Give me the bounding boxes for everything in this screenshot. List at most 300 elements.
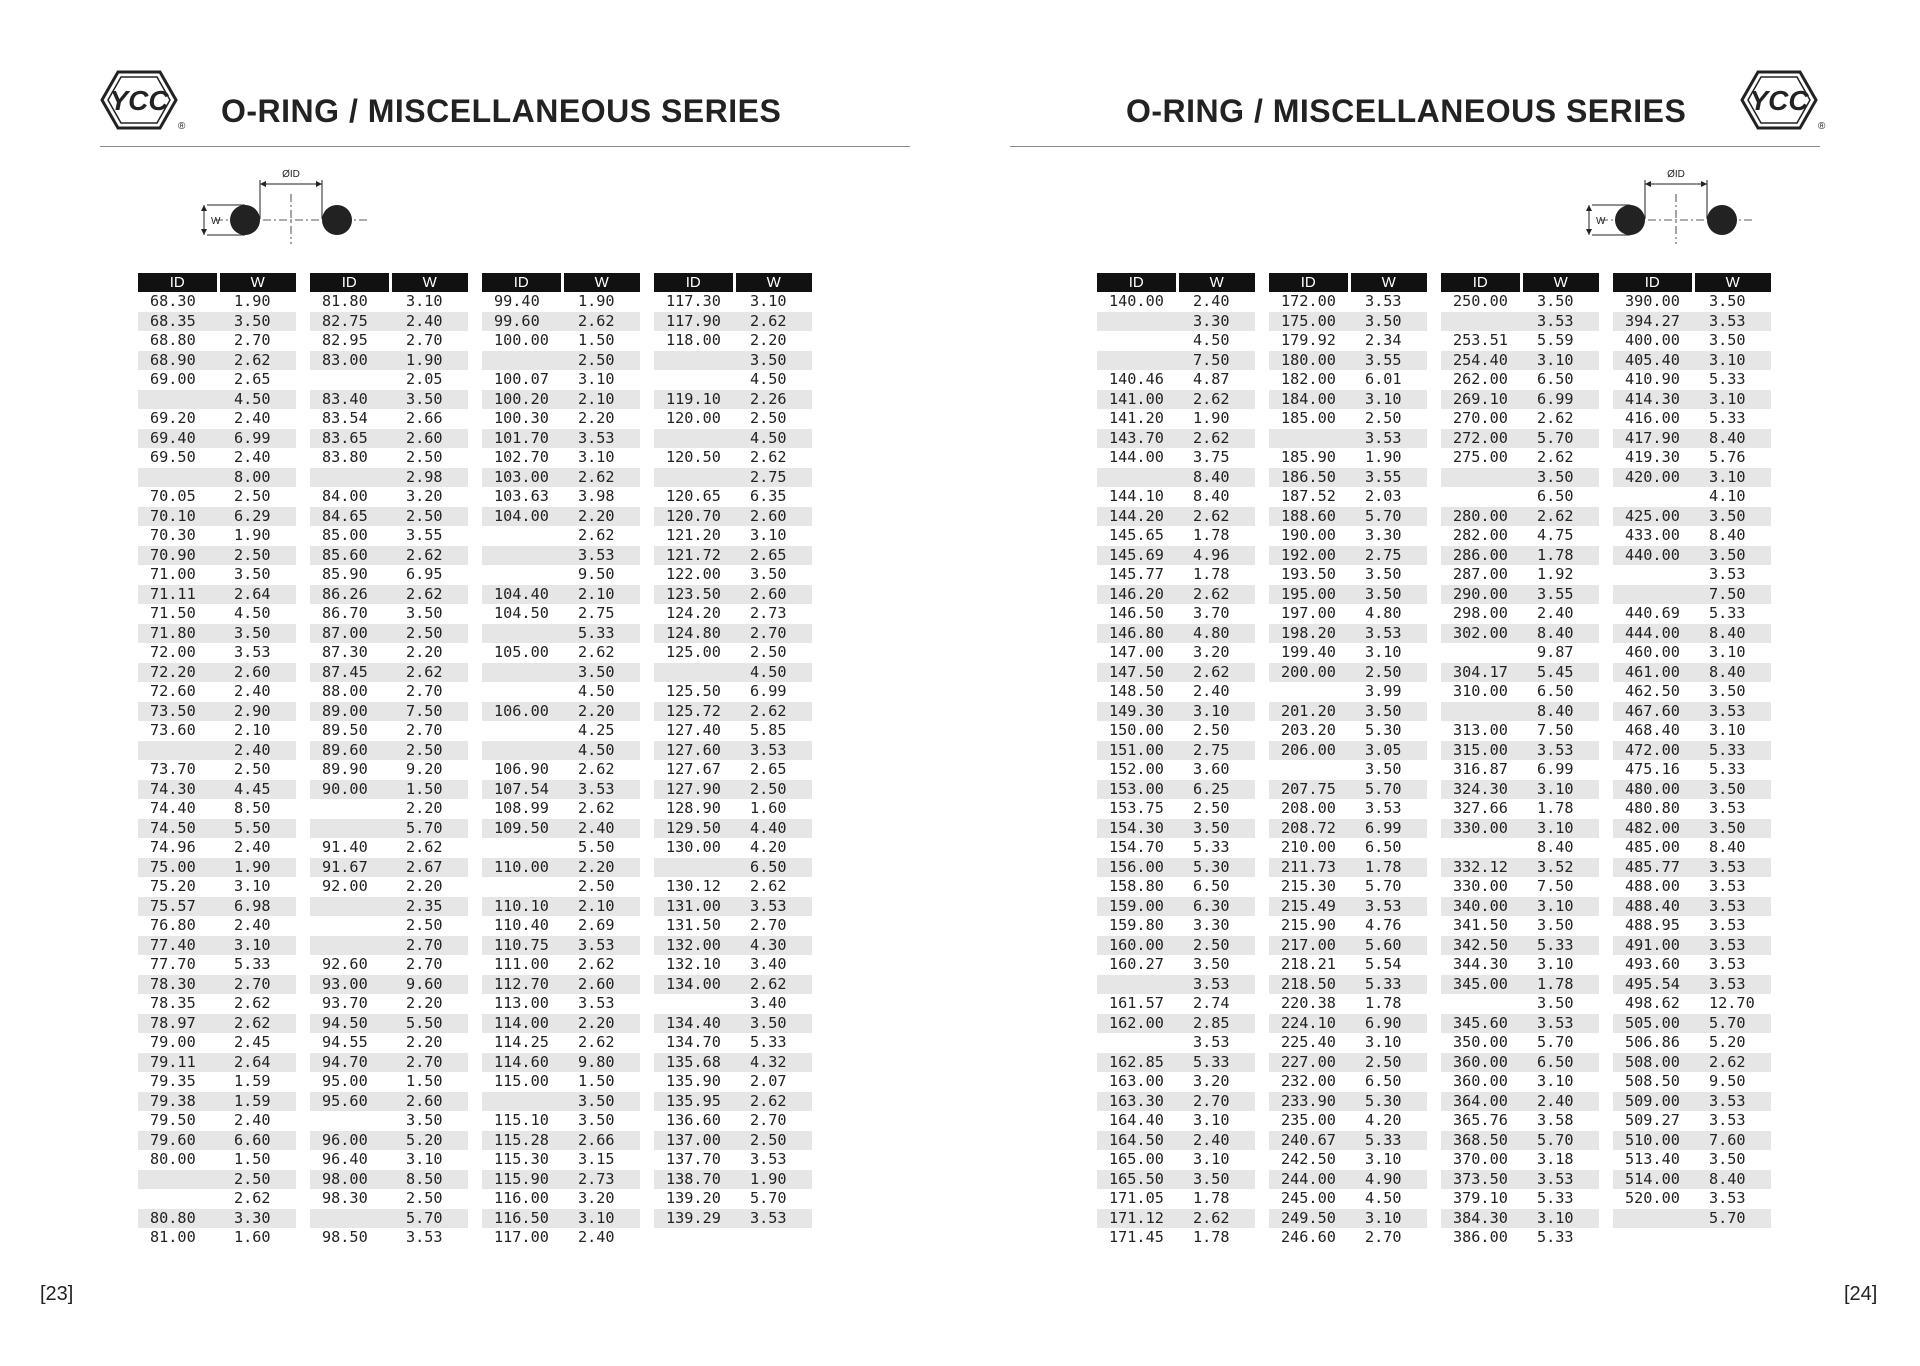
w-cell: 5.60	[1349, 936, 1427, 956]
w-cell: 3.50	[1521, 468, 1599, 488]
w-cell: 2.50	[218, 546, 296, 566]
id-cell: 135.68	[654, 1053, 734, 1073]
table-row	[1097, 351, 1255, 371]
w-cell: 3.50	[734, 351, 812, 371]
table-row	[1441, 994, 1599, 1014]
w-cell: 3.40	[750, 955, 787, 973]
w-cell: 9.50	[578, 565, 615, 583]
table-row	[310, 955, 468, 975]
table-row	[1269, 331, 1427, 351]
id-cell: 127.67	[666, 760, 721, 778]
id-cell: 156.00	[1097, 858, 1177, 878]
table-row	[1269, 916, 1427, 936]
w-cell: 3.50	[1537, 292, 1574, 310]
id-cell: 220.38	[1281, 994, 1336, 1012]
w-cell: 4.20	[750, 838, 787, 856]
id-cell: 81.80	[322, 292, 368, 310]
w-cell: 2.75	[1349, 546, 1427, 566]
table-row	[138, 1150, 296, 1170]
table-row	[138, 1014, 296, 1034]
w-cell: 3.53	[1709, 1111, 1746, 1129]
table-row	[1441, 604, 1599, 624]
table-row	[138, 331, 296, 351]
w-cell: 2.20	[562, 1014, 640, 1034]
table-row	[1613, 858, 1771, 878]
w-cell: 2.62	[1177, 1209, 1255, 1229]
table-row	[310, 565, 468, 585]
w-cell: 3.53	[1709, 877, 1746, 895]
id-cell	[1441, 643, 1521, 663]
table-row	[1269, 448, 1427, 468]
id-cell: 509.00	[1613, 1092, 1693, 1112]
w-cell: 8.40	[1521, 702, 1599, 722]
w-cell: 2.62	[1177, 585, 1255, 605]
id-cell: 70.05	[150, 487, 196, 505]
id-cell: 462.50	[1625, 682, 1680, 700]
w-cell: 3.10	[1349, 390, 1427, 410]
id-cell: 86.26	[310, 585, 390, 605]
id-cell	[1441, 312, 1521, 332]
table-row	[654, 1209, 812, 1229]
w-cell: 4.50	[1365, 1189, 1402, 1207]
w-cell: 6.25	[1177, 780, 1255, 800]
w-cell: 6.50	[1365, 838, 1402, 856]
table-row	[654, 1189, 812, 1209]
w-cell: 1.60	[750, 799, 787, 817]
table-row	[310, 682, 468, 702]
w-cell: 2.20	[406, 877, 443, 895]
table-row	[1269, 643, 1427, 663]
size-table	[138, 273, 296, 1248]
w-cell: 5.70	[1349, 780, 1427, 800]
w-cell: 3.53	[1521, 312, 1599, 332]
table-row	[1097, 448, 1255, 468]
w-cell: 2.62	[578, 955, 615, 973]
w-cell: 2.50	[1365, 409, 1402, 427]
table-row	[482, 643, 640, 663]
id-cell: 480.00	[1613, 780, 1693, 800]
table-row	[654, 624, 812, 644]
brand-text: YCC	[109, 85, 169, 116]
id-cell: 345.60	[1441, 1014, 1521, 1034]
size-table-column	[482, 273, 640, 1248]
w-cell: 5.33	[750, 1033, 787, 1051]
table-row	[482, 1228, 640, 1248]
table-row	[1097, 1209, 1255, 1229]
table-row	[1269, 1189, 1427, 1209]
table-row	[1441, 292, 1599, 312]
id-cell: 400.00	[1625, 331, 1680, 349]
w-cell: 3.50	[1349, 702, 1427, 722]
w-cell: 3.50	[218, 312, 296, 332]
w-cell: 4.10	[1709, 487, 1746, 505]
w-cell: 2.50	[406, 448, 443, 466]
id-cell: 201.20	[1269, 702, 1349, 722]
id-cell: 373.50	[1441, 1170, 1521, 1190]
w-cell: 2.35	[390, 897, 468, 917]
id-cell: 121.72	[654, 546, 734, 566]
table-row	[1613, 468, 1771, 488]
table-row	[310, 1189, 468, 1209]
id-cell: 350.00	[1453, 1033, 1508, 1051]
w-cell: 6.50	[1537, 370, 1574, 388]
id-cell: 460.00	[1625, 643, 1680, 661]
id-cell	[1097, 331, 1177, 351]
id-cell: 89.60	[310, 741, 390, 761]
table-row	[654, 936, 812, 956]
id-cell	[482, 877, 562, 897]
w-cell: 5.33	[1177, 1053, 1255, 1073]
id-cell: 90.00	[310, 780, 390, 800]
id-cell: 188.60	[1269, 507, 1349, 527]
id-cell: 110.40	[494, 916, 549, 934]
table-row	[1269, 390, 1427, 410]
table-row	[1441, 799, 1599, 819]
id-cell: 120.70	[654, 507, 734, 527]
id-cell: 91.67	[310, 858, 390, 878]
table-row	[1441, 721, 1599, 741]
w-cell: 3.50	[1365, 760, 1402, 778]
table-row	[138, 897, 296, 917]
w-cell: 2.45	[234, 1033, 271, 1051]
table-row	[1269, 468, 1427, 488]
w-cell: 2.90	[218, 702, 296, 722]
size-tables	[138, 273, 826, 1248]
table-row	[654, 390, 812, 410]
table-row	[1441, 487, 1599, 507]
id-cell: 302.00	[1441, 624, 1521, 644]
size-table-column	[1269, 273, 1427, 1248]
id-cell: 119.10	[654, 390, 734, 410]
table-row	[1097, 546, 1255, 566]
table-row	[1269, 741, 1427, 761]
table-row	[1097, 507, 1255, 527]
id-cell: 117.90	[654, 312, 734, 332]
w-cell: 8.40	[1177, 468, 1255, 488]
table-row	[1269, 702, 1427, 722]
w-cell: 9.87	[1537, 643, 1574, 661]
w-cell: 3.10	[1521, 897, 1599, 917]
svg-text:®: ®	[1818, 121, 1826, 132]
w-cell: 3.10	[1193, 1150, 1230, 1168]
table-row	[654, 858, 812, 878]
w-cell: 1.78	[1349, 858, 1427, 878]
w-cell: 3.58	[1537, 1111, 1574, 1129]
table-row	[138, 604, 296, 624]
table-row	[1613, 877, 1771, 897]
w-cell: 5.54	[1365, 955, 1402, 973]
w-cell: 4.20	[1365, 1111, 1402, 1129]
table-row	[138, 936, 296, 956]
w-cell: 2.62	[1537, 448, 1574, 466]
w-cell: 3.10	[1521, 780, 1599, 800]
id-cell: 115.30	[494, 1150, 549, 1168]
id-cell: 390.00	[1625, 292, 1680, 310]
id-cell: 330.00	[1453, 877, 1508, 895]
w-cell: 2.50	[578, 877, 615, 895]
table-row	[1441, 1150, 1599, 1170]
w-cell: 9.60	[390, 975, 468, 995]
table-row	[482, 858, 640, 878]
table-row	[1613, 292, 1771, 312]
size-table	[654, 273, 812, 1228]
w-cell: 3.10	[1365, 1033, 1402, 1051]
w-cell: 2.70	[750, 1111, 787, 1129]
w-cell: 2.50	[734, 780, 812, 800]
w-cell: 4.50	[734, 663, 812, 683]
w-cell: 2.62	[234, 994, 271, 1012]
table-row	[1269, 1209, 1427, 1229]
table-row	[138, 877, 296, 897]
table-row	[654, 507, 812, 527]
svg-text:®: ®	[178, 121, 186, 132]
id-cell	[482, 838, 562, 858]
w-cell: 5.33	[1349, 1131, 1427, 1151]
id-cell: 71.11	[138, 585, 218, 605]
w-cell: 1.78	[1521, 975, 1599, 995]
table-row	[310, 663, 468, 683]
w-cell: 3.53	[1709, 1189, 1746, 1207]
w-cell: 3.50	[750, 565, 787, 583]
table-row	[1613, 448, 1771, 468]
table-row	[310, 429, 468, 449]
table-row	[654, 994, 812, 1014]
w-cell: 2.70	[390, 1053, 468, 1073]
table-row	[1097, 409, 1255, 429]
id-cell: 114.60	[482, 1053, 562, 1073]
id-cell: 461.00	[1613, 663, 1693, 683]
id-cell	[654, 429, 734, 449]
w-cell: 2.50	[1349, 663, 1427, 683]
table-row	[654, 1033, 812, 1053]
w-cell: 6.50	[1537, 487, 1574, 505]
table-row	[1613, 1111, 1771, 1131]
w-cell: 12.70	[1709, 994, 1755, 1012]
id-cell: 509.27	[1625, 1111, 1680, 1129]
table-row	[138, 682, 296, 702]
table-row	[1097, 858, 1255, 878]
id-cell: 132.10	[666, 955, 721, 973]
size-table	[310, 273, 468, 1248]
id-cell: 72.00	[150, 643, 196, 661]
ycc-logo	[98, 68, 186, 134]
id-cell: 136.60	[666, 1111, 721, 1129]
w-cell: 3.53	[1709, 565, 1746, 583]
table-row	[310, 487, 468, 507]
id-cell	[654, 351, 734, 371]
w-cell: 1.50	[234, 1150, 271, 1168]
w-cell: 5.76	[1709, 448, 1746, 466]
w-cell: 2.62	[734, 702, 812, 722]
w-cell: 2.70	[218, 975, 296, 995]
id-cell	[310, 468, 390, 488]
table-row	[654, 643, 812, 663]
id-cell: 69.50	[150, 448, 196, 466]
w-cell: 2.62	[562, 312, 640, 332]
w-cell: 2.20	[578, 409, 615, 427]
w-cell: 3.05	[1349, 741, 1427, 761]
table-row	[482, 877, 640, 897]
w-cell: 2.20	[406, 643, 443, 661]
w-cell: 3.53	[234, 643, 271, 661]
table-row	[1441, 760, 1599, 780]
id-cell: 124.20	[666, 604, 721, 622]
id-cell: 180.00	[1269, 351, 1349, 371]
table-row	[1269, 799, 1427, 819]
w-cell: 2.67	[390, 858, 468, 878]
size-tables	[1097, 273, 1785, 1248]
table-row	[310, 975, 468, 995]
w-cell: 2.65	[750, 760, 787, 778]
w-cell: 3.52	[1521, 858, 1599, 878]
table-row	[138, 1053, 296, 1073]
table-row	[1613, 526, 1771, 546]
id-cell: 131.00	[654, 897, 734, 917]
table-row	[1269, 429, 1427, 449]
id-cell	[310, 799, 390, 819]
w-cell: 5.33	[1709, 370, 1746, 388]
id-cell: 132.00	[654, 936, 734, 956]
table-row	[138, 1131, 296, 1151]
id-cell: 83.80	[322, 448, 368, 466]
table-row	[138, 409, 296, 429]
id-cell: 410.90	[1625, 370, 1680, 388]
w-cell: 7.50	[1537, 721, 1574, 739]
w-cell: 3.50	[1693, 819, 1771, 839]
table-row	[138, 643, 296, 663]
id-cell: 117.30	[666, 292, 721, 310]
table-row	[1441, 624, 1599, 644]
table-row	[1441, 643, 1599, 663]
table-row	[310, 1150, 468, 1170]
w-cell: 2.10	[562, 390, 640, 410]
table-row	[1269, 721, 1427, 741]
w-cell: 1.59	[218, 1092, 296, 1112]
id-cell: 103.63	[494, 487, 549, 505]
id-cell: 101.70	[482, 429, 562, 449]
table-row	[310, 1072, 468, 1092]
table-row	[310, 448, 468, 468]
id-cell: 146.80	[1097, 624, 1177, 644]
table-row	[310, 994, 468, 1014]
table-row	[1097, 936, 1255, 956]
id-cell: 69.20	[150, 409, 196, 427]
w-cell: 2.60	[562, 975, 640, 995]
table-row	[482, 799, 640, 819]
w-cell: 2.40	[234, 838, 271, 856]
w-cell: 2.75	[734, 468, 812, 488]
w-cell: 1.90	[1365, 448, 1402, 466]
table-row	[1269, 780, 1427, 800]
w-cell: 2.70	[734, 624, 812, 644]
id-cell: 153.00	[1097, 780, 1177, 800]
w-cell: 5.85	[750, 721, 787, 739]
w-cell: 5.70	[1537, 1033, 1574, 1051]
table-row	[138, 370, 296, 390]
id-cell: 127.40	[666, 721, 721, 739]
table-row	[654, 1072, 812, 1092]
id-column-header: ID	[1269, 273, 1349, 292]
id-cell: 70.90	[138, 546, 218, 566]
id-cell: 78.97	[138, 1014, 218, 1034]
table-row	[482, 487, 640, 507]
table-row	[1613, 916, 1771, 936]
id-cell: 87.30	[322, 643, 368, 661]
page-title: O-RING / MISCELLANEOUS SERIES	[221, 93, 782, 129]
w-cell: 1.50	[406, 1072, 443, 1090]
id-cell: 83.40	[310, 390, 390, 410]
table-row	[1097, 390, 1255, 410]
table-row	[1613, 1170, 1771, 1190]
table-row	[1097, 663, 1255, 683]
w-cell: 3.30	[1177, 312, 1255, 332]
w-cell: 2.50	[390, 507, 468, 527]
table-row	[482, 409, 640, 429]
w-cell: 5.50	[578, 838, 615, 856]
id-cell: 144.00	[1109, 448, 1164, 466]
w-cell: 3.53	[1693, 897, 1771, 917]
id-cell: 164.40	[1109, 1111, 1164, 1129]
w-cell: 8.50	[234, 799, 271, 817]
w-cell: 1.90	[234, 526, 271, 544]
w-cell: 3.20	[1193, 643, 1230, 661]
w-cell: 2.73	[750, 604, 787, 622]
w-cell: 9.80	[562, 1053, 640, 1073]
table-row	[1613, 1033, 1771, 1053]
id-cell: 150.00	[1109, 721, 1164, 739]
w-cell: 3.53	[562, 936, 640, 956]
id-cell: 414.30	[1613, 390, 1693, 410]
w-cell: 5.33	[1537, 1228, 1574, 1246]
table-row	[138, 312, 296, 332]
id-cell: 253.51	[1453, 331, 1508, 349]
w-cell: 2.60	[390, 429, 468, 449]
right-page	[960, 0, 1920, 1366]
table-row	[1269, 897, 1427, 917]
page-title: O-RING / MISCELLANEOUS SERIES	[1126, 93, 1687, 129]
id-cell: 327.66	[1453, 799, 1508, 817]
id-cell	[1269, 429, 1349, 449]
table-row	[482, 721, 640, 741]
id-cell: 84.00	[322, 487, 368, 505]
table-row	[310, 331, 468, 351]
id-cell: 86.70	[322, 604, 368, 622]
id-cell: 298.00	[1453, 604, 1508, 622]
w-cell: 2.50	[390, 741, 468, 761]
w-cell: 3.99	[1365, 682, 1402, 700]
w-cell: 6.50	[734, 858, 812, 878]
table-row	[1097, 331, 1255, 351]
table-row	[310, 604, 468, 624]
table-row	[310, 351, 468, 371]
w-cell: 3.10	[1521, 819, 1599, 839]
table-row	[310, 1111, 468, 1131]
table-row	[310, 409, 468, 429]
id-cell: 493.60	[1625, 955, 1680, 973]
table-row	[1269, 312, 1427, 332]
table-row	[1269, 819, 1427, 839]
w-cell: 2.70	[750, 916, 787, 934]
id-cell: 106.00	[482, 702, 562, 722]
table-row	[138, 663, 296, 683]
id-cell	[482, 624, 562, 644]
w-cell: 3.30	[1193, 916, 1230, 934]
id-cell: 134.70	[666, 1033, 721, 1051]
w-cell: 3.20	[1193, 1072, 1230, 1090]
id-cell: 74.96	[150, 838, 196, 856]
w-cell: 2.40	[1177, 1131, 1255, 1151]
table-row	[654, 1150, 812, 1170]
